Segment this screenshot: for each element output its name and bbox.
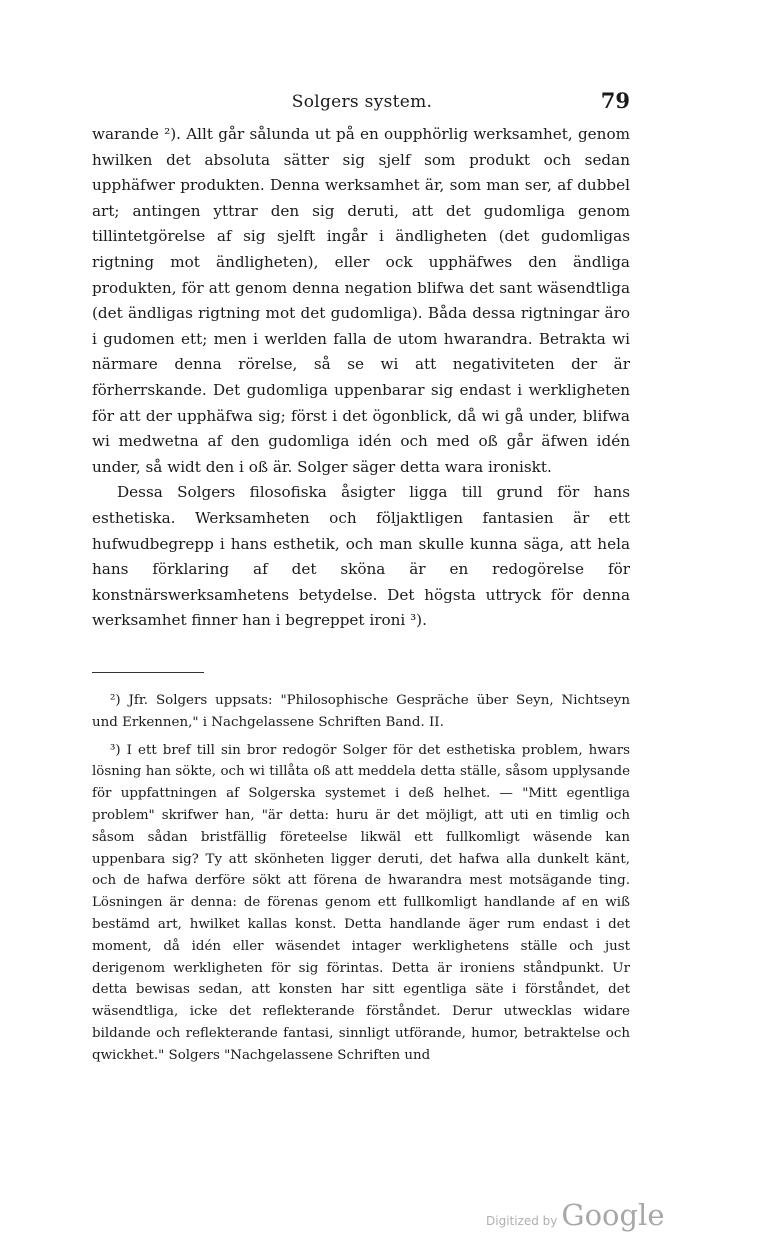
paragraph-1: warande ²). Allt går sålunda ut på en oupphörlig werksamhet, genom hwilken det absoluta sätter sig sjelf som produkt och sedan upphäfwer produkten. Denna werksamhet är, som man ser, af dubbel art; antingen yttrar den sig deruti, att det gudomliga genom tillintetgörelse af sig sjelft ingår i ändligheten (det gudomligas rigtning mot ändligheten), eller ock upphäfwes den ändliga produkten, för att genom denna negation blifwa det sant wäsendtliga (det ändligas rigtning mot det gudomliga). Båda dessa rigtningar äro i gudomen ett; men i werlden falla de utom hwarandra. Betrakta wi närmare denna rörelse, så se wi att negativiteten der är förherrskande. Det gudomliga uppenbarar sig endast i werkligheten för att der upphäfwa sig; först i det ögonblick, då wi gå under, blifwa wi medwetna af den gudomliga idén och med oß går äfwen idén under, så widt den i oß är. Solger säger detta wara ironiskt. [92, 125, 630, 476]
digitized-watermark [486, 1198, 665, 1232]
footnote-separator [92, 672, 204, 673]
page-number: 79 [600, 88, 630, 113]
footnote-2: ²) Jfr. Solgers uppsats: "Philosophische Gespräche über Seyn, Nichtseyn und Erkennen," i Nachgelassene Schriften Band. II. [92, 693, 630, 730]
footnotes [92, 690, 630, 1073]
footnote-3: ³) I ett bref till sin bror redogör Solger för det esthetiska problem, hwars lösning han sökte, och wi tillåta oß att meddela detta ställe, såsom upplysande för uppfattningen af Solgerska systemet i deß helhet. — "Mitt egentliga problem" skrifwer han, "är detta: huru är det möjligt, att uti en timlig och såsom sådan bristfällig företeelse likwäl ett fullkomligt wäsende kan uppenbara sig? Ty att skönheten ligger deruti, det hafwa alla dunkelt känt, och de hafwa derföre sökt att förena de hwarandra mest motsägande ting. Lösningen är denna: de förenas genom ett fullkomligt handlande af en wiß bestämd art, hwilket kallas konst. Detta handlande äger rum endast i det moment, då idén eller wäsendet intager werklighetens ställe och just derigenom werkligheten för sig förintas. Detta är ironiens ståndpunkt. Ur detta bewisas sedan, att konsten har sitt egentliga säte i förståndet, det wäsendtliga, icke det reflekterande förståndet. Derur utwecklas widare bildande och reflekterande fantasi, sinnligt utförande, humor, betraktelse och qwickhet." Solgers "Nachgelassene Schriften und [92, 742, 630, 1063]
watermark-prefix: Digitized by [486, 1214, 558, 1228]
main-text [92, 122, 630, 634]
running-title: Solgers system. [291, 92, 433, 112]
paragraph-2: Dessa Solgers filosofiska åsigter ligga till grund för hans esthetiska. Werksamheten och följaktligen fantasien är ett hufwudbegrepp i hans esthetik, och man skulle kunna säga, att hela hans förklaring af det sköna är en redogörelse för konstnärswerksamhetens betydelse. Det högsta uttryck för denna werksamhet finner han i begreppet ironi ³). [92, 483, 630, 630]
google-logo: Google [561, 1198, 665, 1232]
